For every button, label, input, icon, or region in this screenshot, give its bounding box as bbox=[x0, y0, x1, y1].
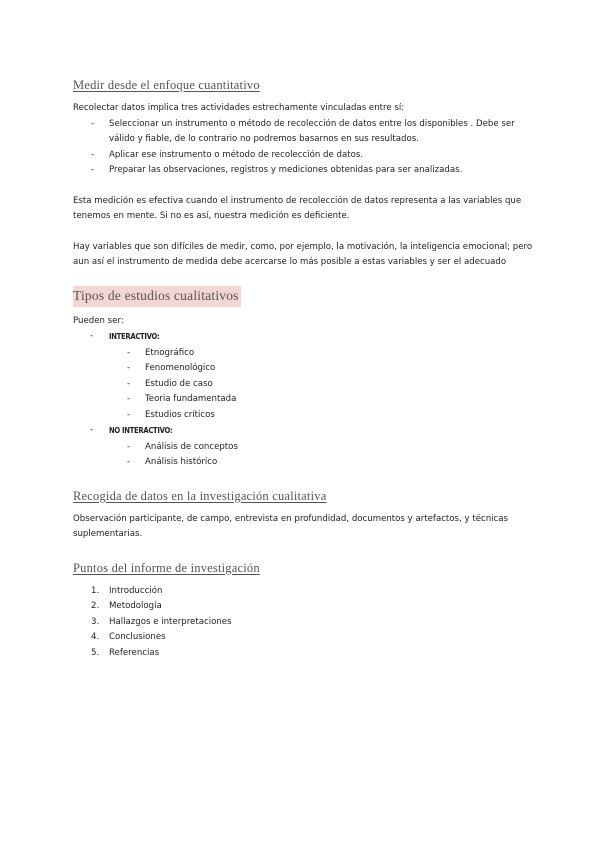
list-item: - Preparar las observaciones, registros y mediciones obtenidas para ser analizadas. bbox=[73, 163, 533, 179]
list-item: 4. Conclusiones bbox=[91, 632, 166, 642]
section-qualitative-types bbox=[73, 285, 533, 471]
list-item: - Estudios críticos bbox=[127, 409, 215, 420]
variables-paragraph: Hay variables que son difíciles de medir, como, por ejemplo, la motivación, la inteligencia emocional; pero aun así el instrumento de medida debe acercarse lo más posible a estas variables y ser el adecuado bbox=[73, 241, 533, 267]
list-item: - Etnográfico bbox=[127, 347, 195, 358]
non-interactive-sublist bbox=[73, 440, 533, 471]
measurement-paragraph: Esta medición es efectiva cuando el instrumento de recolección de datos representa a las variables que tenemos en mente. Si no es así, nuestra medición es deficiente. bbox=[73, 195, 522, 221]
type-group-interactive: - INTERACTIVO: - Etnográfico - Fenomenológico - Estudio de caso - Teoria fundamentada - Estudios críticos bbox=[73, 329, 533, 423]
list-item: - Seleccionar un instrumento o método de recolección de datos entre los disponibles . Debe ser válido y fiable, de lo contrario no podremos basarnos en sus resultados. bbox=[73, 117, 533, 148]
heading-data-collection: Recogida de datos en la investigación cualitativa bbox=[73, 488, 327, 503]
section-data-collection bbox=[73, 485, 533, 543]
list-item: - Aplicar ese instrumento o método de recolección de datos. bbox=[73, 148, 533, 164]
list-item: 1. Introducción bbox=[91, 585, 163, 596]
heading-report-points: Puntos del informe de investigación bbox=[73, 560, 260, 575]
heading-qualitative-types: Tipos de estudios cualitativos bbox=[73, 286, 241, 307]
heading-quantitative: Medir desde el enfoque cuantitativo bbox=[73, 78, 260, 92]
section-quantitative bbox=[73, 72, 533, 271]
type-label: INTERACTIVO: bbox=[109, 332, 160, 341]
type-label: NO INTERACTIVO: bbox=[109, 426, 173, 435]
list-item: 5. Referencias bbox=[91, 647, 160, 658]
interactive-sublist bbox=[73, 346, 533, 424]
list-item: - Análisis de conceptos bbox=[127, 441, 238, 452]
list-item: - Fenomenológico bbox=[127, 363, 216, 373]
activities-list bbox=[73, 117, 533, 179]
list-item: 2. Metodología bbox=[91, 601, 162, 611]
report-points-list bbox=[73, 584, 533, 662]
list-item: - Teoria fundamentada bbox=[127, 394, 237, 404]
data-collection-paragraph: Observación participante, de campo, entrevista en profundidad, documentos y artefactos, y técnicas suplementarias. bbox=[73, 513, 509, 539]
intro-paragraph: Recolectar datos implica tres actividades estrechamente vinculadas entre sí: bbox=[73, 103, 405, 113]
document-page bbox=[73, 72, 533, 661]
list-item: - Análisis histórico bbox=[127, 457, 218, 467]
list-item: 3. Hallazgos e interpretaciones bbox=[91, 616, 232, 627]
section-report-points bbox=[73, 557, 533, 662]
list-item: - Estudio de caso bbox=[127, 378, 213, 389]
type-group-non-interactive: - NO INTERACTIVO: - Análisis de conceptos - Análisis histórico bbox=[73, 423, 533, 471]
types-list bbox=[73, 329, 533, 471]
types-intro: Pueden ser: bbox=[73, 315, 124, 326]
